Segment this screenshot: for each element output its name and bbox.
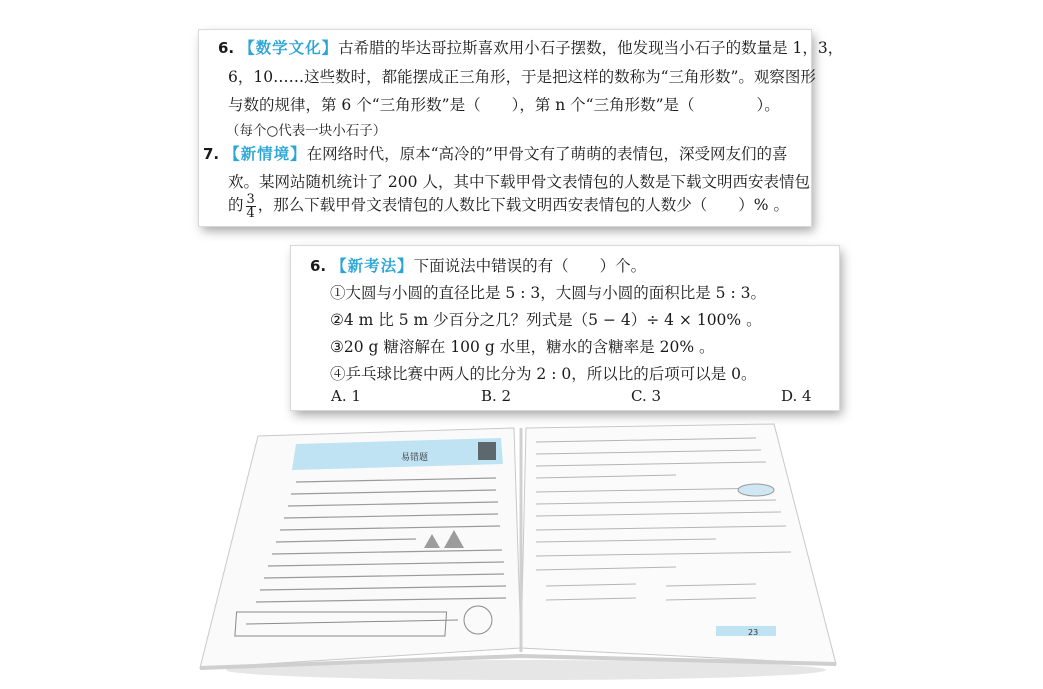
excerpt-card-1 bbox=[199, 30, 844, 226]
statement-2: ②4 m 比 5 m 少百分之几？列式是（5 − 4）÷ 4 × 100% 。 bbox=[330, 311, 762, 329]
q6-line2: 6，10……这些数时，都能摆成正三角形，于是把这样的数称为“三角形数”。观察图形 bbox=[228, 68, 816, 86]
statement-4: ④乒乓球比赛中两人的比分为 2 : 0，所以比的后项可以是 0。 bbox=[330, 365, 757, 383]
book-header-title: 易错题 bbox=[401, 453, 429, 463]
option-d: D. 4 bbox=[781, 387, 812, 405]
q6b-stem: 6. 【新考法】下面说法中错误的有（ ）个。 bbox=[310, 256, 647, 275]
statement-3: ③20 g 糖溶解在 100 g 水里，糖水的含糖率是 20% 。 bbox=[330, 338, 715, 356]
q7-line2: 欢。某网站随机统计了 200 人，其中下载甲骨文表情包的人数是下载文明西安表情包 bbox=[228, 173, 810, 191]
q6b-tag: 【新考法】 bbox=[331, 256, 414, 275]
fraction-3-4: $\frac{3}{4}$ bbox=[246, 191, 255, 221]
statement-1: ①大圆与小圆的直径比是 5 : 3，大圆与小圆的面积比是 5 : 3。 bbox=[330, 284, 766, 302]
open-workbook-image bbox=[196, 420, 841, 682]
q6-note: （每个○代表一块小石子） bbox=[226, 123, 387, 139]
q6-line3: 与数的规律，第 6 个“三角形数”是（ ），第 n 个“三角形数”是（ ）。 bbox=[228, 96, 780, 114]
q7-tag: 【新情境】 bbox=[224, 144, 307, 163]
q6-line1: 6. 【数学文化】古希腊的毕达哥拉斯喜欢用小石子摆数，他发现当小石子的数量是 1，3， bbox=[218, 38, 844, 57]
q7-line1: 7. 【新情境】在网络时代，原本“高冷的”甲骨文有了萌萌的表情包，深受网友们的喜 bbox=[203, 144, 788, 163]
qr-code-icon bbox=[478, 442, 496, 460]
option-a: A. 1 bbox=[331, 387, 361, 405]
excerpt-card-2 bbox=[291, 246, 839, 410]
q7-line3: 的 $\frac{3}{4}$ ，那么下载甲骨文表情包的人数比下载文明西安表情包的人数少（ ）% 。 bbox=[228, 191, 789, 221]
option-b: B. 2 bbox=[481, 387, 512, 405]
option-c: C. 3 bbox=[631, 387, 662, 405]
book-page-number: 23 bbox=[748, 628, 759, 637]
q6-tag: 【数学文化】 bbox=[239, 38, 339, 57]
